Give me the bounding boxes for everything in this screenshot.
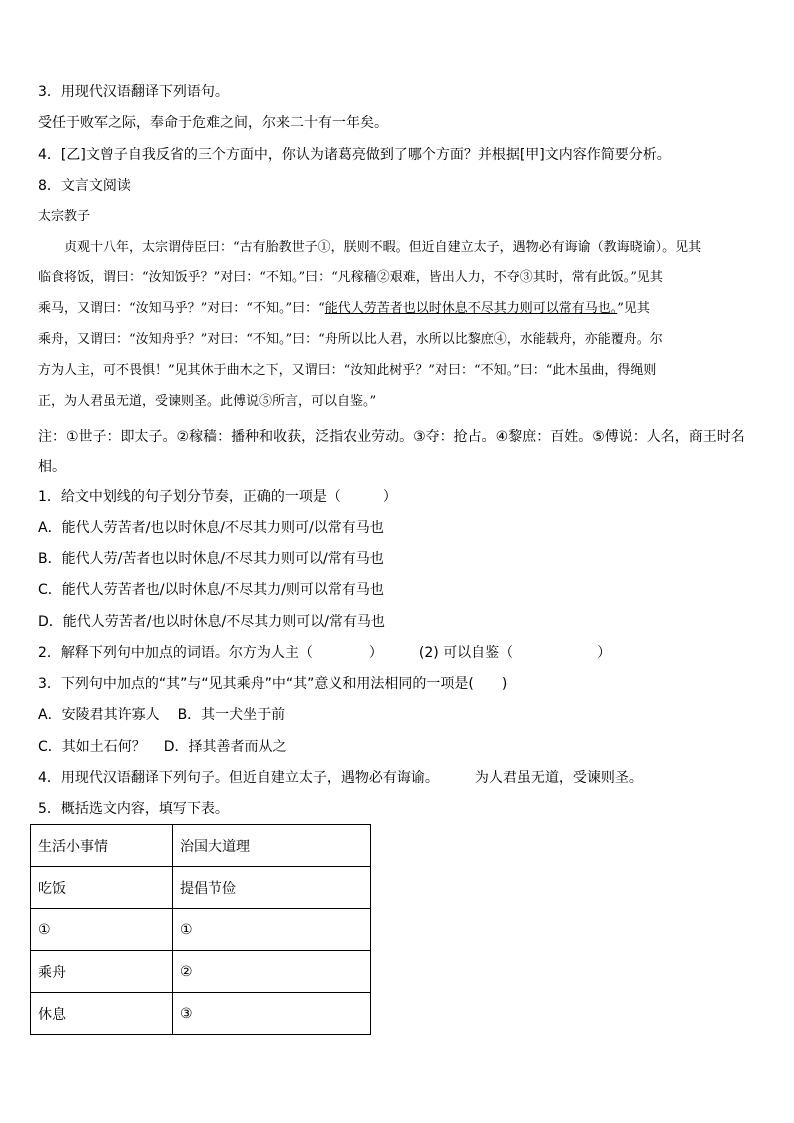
passage-line-1: 贞观十八年，太宗谓侍臣曰：“古有胎教世子①，朕则不暇。但近自建立太子，遇物必有诲谕（教诲晓谕）。见其 — [64, 240, 702, 255]
q2-line — [38, 643, 611, 663]
table-row — [31, 993, 371, 1035]
notes-line-1: 注：①世子：即太子。②稼穑：播种和收获，泛指农业劳动。③夺：抢占。④黎庶：百姓。⑤傅说：人名，商王时名 — [38, 429, 745, 445]
table-row — [31, 867, 371, 909]
q1-prompt: 1．给文中划线的句子划分节奏，正确的一项是（ ） — [38, 489, 397, 505]
summary-table — [30, 824, 371, 1035]
q1-option-d: D．能代人劳苦者/也以时休息/不尽其力则可以/常有马也 — [38, 614, 385, 630]
q5-prompt: 5．概括选文内容，填写下表。 — [38, 801, 229, 817]
prev-q3-text: 受任于败军之际，奉命于危难之间，尔来二十有一年矣。 — [38, 115, 388, 131]
q3-options-cd — [38, 737, 287, 757]
table-cell: 吃饭 — [31, 867, 173, 909]
q4-sentence-2: 为人君虽无道，受谏则圣。 — [474, 770, 643, 786]
q4-line — [38, 768, 643, 788]
section-heading: 8．文言文阅读 — [38, 178, 131, 194]
table-cell: 乘舟 — [31, 951, 173, 993]
passage-line-6: 正，为人君虽无道，受谏则圣。此傅说⑤所言，可以自鉴。” — [38, 394, 377, 409]
q3-option-c: C．其如土石何？ — [38, 739, 146, 755]
notes-line-2: 相。 — [38, 459, 66, 475]
q3-option-b: B．其一犬坐于前 — [177, 707, 286, 723]
table-header-cell: 生活小事情 — [31, 825, 173, 867]
passage-line-5: 方为人主，可不畏惧！”见其休于曲木之下，又谓曰：“汝知此树乎？”对曰：“不知。”曰：“此木虽曲，得绳则 — [38, 363, 657, 378]
q1-option-a: A．能代人劳苦者/也以时休息/不尽其力则可/以常有马也 — [38, 520, 384, 536]
table-row — [31, 909, 371, 951]
q3-option-a: A．安陵君其许寡人 — [38, 707, 160, 723]
table-row — [31, 951, 371, 993]
passage-title: 太宗教子 — [38, 209, 91, 224]
table-header-row — [31, 825, 371, 867]
q4-sentence-1: 4．用现代汉语翻译下列句子。但近自建立太子，遇物必有诲谕。 — [38, 770, 439, 786]
underlined-sentence: 能代人劳苦者也以时休息不尽其力则可以常有马也。 — [324, 301, 618, 316]
q2-part-1: 2．解释下列句中加点的词语。尔方为人主（ ） — [38, 645, 383, 661]
q3-options-ab — [38, 705, 285, 725]
table-cell: ② — [173, 951, 371, 993]
prev-q4-prompt: 4．[乙]文曾子自我反省的三个方面中，你认为诸葛亮做到了哪个方面？并根据[甲]文内容作简要分析。 — [38, 147, 671, 163]
passage-line-2: 临食将饭，谓曰：“汝知饭乎？”对曰：“不知。”曰：“凡稼穑②艰难，皆出人力，不夺③其时，常有此饭。”见其 — [38, 270, 663, 285]
q1-option-c: C．能代人劳苦者也/以时休息/不尽其力/则可以常有马也 — [38, 582, 384, 598]
q3-option-d: D．择其善者而从之 — [163, 739, 287, 755]
table-cell: ③ — [173, 993, 371, 1035]
q1-option-b: B．能代人劳/苦者也以时休息/不尽其力则可以/常有马也 — [38, 551, 384, 567]
table-cell: ① — [173, 909, 371, 951]
q3-prompt: 3．下列句中加点的“其”与“见其乘舟”中“其”意义和用法相同的一项是( ) — [38, 676, 508, 692]
passage-line-4: 乘舟，又谓曰：“汝知舟乎？”对曰：“不知。”曰：“舟所以比人君，水所以比黎庶④，水能载舟，亦能覆舟。尔 — [38, 332, 663, 347]
table-cell: 休息 — [31, 993, 173, 1035]
passage-line-3-end: ”见其 — [617, 301, 650, 316]
table-cell: 提倡节俭 — [173, 867, 371, 909]
passage-line-3-start: 乘马，又谓曰：“汝知马乎？”对曰：“不知。”曰：“ — [38, 301, 325, 316]
passage-line-3 — [38, 299, 650, 319]
prev-q3-prompt: 3．用现代汉语翻译下列语句。 — [38, 84, 229, 100]
q2-part-2: (2) 可以自鉴（ ） — [418, 645, 612, 661]
table-cell: ① — [31, 909, 173, 951]
table-header-cell: 治国大道理 — [173, 825, 371, 867]
